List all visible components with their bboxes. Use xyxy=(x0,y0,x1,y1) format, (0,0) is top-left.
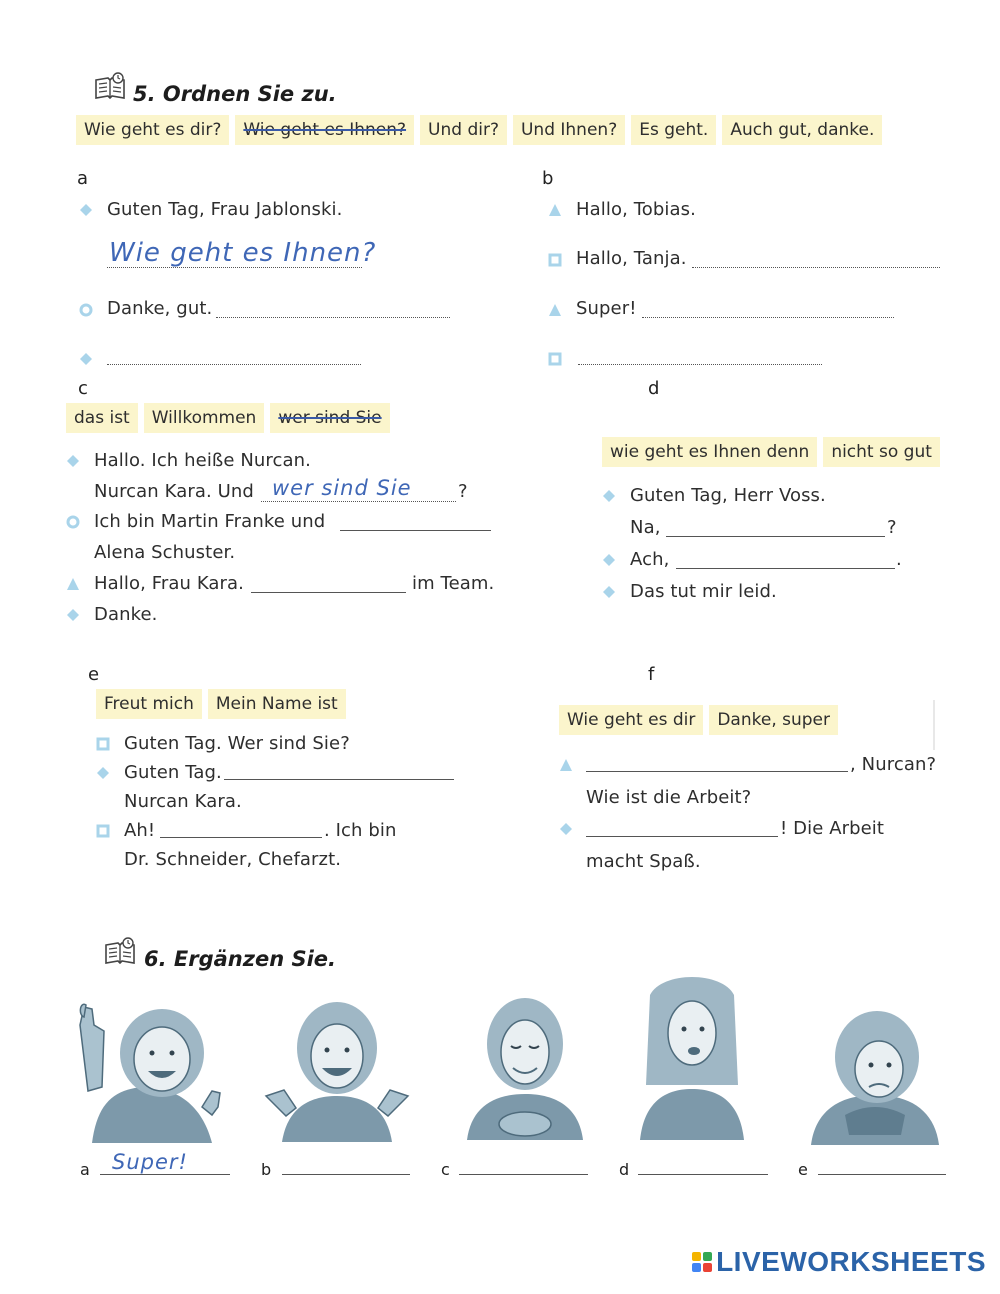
woman-content-eyes-closed-illustration xyxy=(455,990,595,1140)
diamond-speaker-icon xyxy=(602,553,616,567)
answer-label-e: e xyxy=(798,1160,808,1179)
word-bank-c xyxy=(66,403,390,433)
word-chip: Willkommen xyxy=(144,403,265,433)
diamond-speaker-icon xyxy=(559,822,573,836)
dialog-line: , Nurcan? xyxy=(850,754,937,775)
answer-blank[interactable] xyxy=(642,296,894,318)
dialog-line: Ach, xyxy=(630,549,670,570)
diamond-speaker-icon xyxy=(602,585,616,599)
liveworksheets-logo-icon xyxy=(692,1252,712,1272)
answer-blank-c[interactable] xyxy=(459,1153,588,1175)
dialog-line: Ich bin Martin Franke und xyxy=(94,511,326,532)
triangle-speaker-icon xyxy=(559,758,573,772)
dialog-line: Alena Schuster. xyxy=(94,542,236,563)
dialog-line: Guten Tag, Herr Voss. xyxy=(630,485,826,506)
dialog-line: Nurcan Kara. xyxy=(124,791,242,812)
word-chip-used: Wie geht es Ihnen? xyxy=(235,115,414,145)
exercise-6-heading: 6. Ergänzen Sie. xyxy=(144,947,337,971)
dialog-line: Hallo. Ich heiße Nurcan. xyxy=(94,450,311,471)
dialog-line: Hallo, Tanja. xyxy=(576,248,687,269)
answer-blank[interactable] xyxy=(224,758,454,780)
answer-label-a: a xyxy=(80,1160,90,1179)
word-chip: Danke, super xyxy=(709,705,838,735)
square-speaker-icon xyxy=(96,824,110,838)
word-bank-e xyxy=(96,689,346,719)
section-label-a: a xyxy=(77,168,89,189)
dialog-line: ! Die Arbeit xyxy=(780,818,885,839)
diamond-speaker-icon xyxy=(96,766,110,780)
dialog-line: Ah! xyxy=(124,820,156,841)
diamond-speaker-icon xyxy=(66,454,80,468)
word-chip: nicht so gut xyxy=(823,437,940,467)
answer-label-b: b xyxy=(261,1160,272,1179)
triangle-speaker-icon xyxy=(548,203,562,217)
word-chip: Wie geht es dir? xyxy=(76,115,229,145)
answer-blank[interactable] xyxy=(578,343,822,365)
answer-blank-e[interactable] xyxy=(818,1153,946,1175)
dialog-line: Hallo, Tobias. xyxy=(576,199,696,220)
answer-blank-d[interactable] xyxy=(638,1153,768,1175)
diamond-speaker-icon xyxy=(79,203,93,217)
square-speaker-icon xyxy=(548,253,562,267)
dialog-line: macht Spaß. xyxy=(586,851,701,872)
answer-blank[interactable] xyxy=(586,815,778,837)
word-chip: das ist xyxy=(66,403,138,433)
triangle-speaker-icon xyxy=(548,303,562,317)
word-chip: Wie geht es dir xyxy=(559,705,703,735)
handwritten-answer: wer sind Sie xyxy=(272,476,412,500)
word-bank-f xyxy=(559,705,838,735)
section-label-f: f xyxy=(648,664,655,685)
answer-blank[interactable] xyxy=(160,816,322,838)
diamond-speaker-icon xyxy=(602,489,616,503)
dialog-line: Danke. xyxy=(94,604,158,625)
answer-label-c: c xyxy=(441,1160,450,1179)
dialog-line: Wie ist die Arbeit? xyxy=(586,787,752,808)
answer-blank[interactable] xyxy=(216,296,450,318)
woman-neutral-illustration xyxy=(632,975,752,1140)
answer-blank[interactable] xyxy=(692,246,940,268)
woman-sad-illustration xyxy=(805,995,945,1145)
word-chip: Und Ihnen? xyxy=(513,115,625,145)
answer-blank[interactable] xyxy=(666,515,885,537)
dialog-punct: ? xyxy=(458,481,468,502)
word-bank-5 xyxy=(76,115,882,145)
handwritten-answer: Wie geht es Ihnen? xyxy=(109,238,377,268)
answer-blank[interactable] xyxy=(586,750,848,772)
diamond-speaker-icon xyxy=(79,352,93,366)
word-chip: Mein Name ist xyxy=(208,689,346,719)
dialog-punct: . xyxy=(896,549,902,570)
dialog-line: Dr. Schneider, Chefarzt. xyxy=(124,849,342,870)
woman-thumbs-up-illustration xyxy=(62,995,232,1143)
word-chip: Freut mich xyxy=(96,689,202,719)
book-audio-icon xyxy=(94,72,126,100)
square-speaker-icon xyxy=(96,737,110,751)
word-chip: wie geht es Ihnen denn xyxy=(602,437,817,467)
section-label-e: e xyxy=(88,664,100,685)
word-bank-d xyxy=(602,437,940,467)
dialog-line: Danke, gut. xyxy=(107,298,213,319)
word-chip: Es geht. xyxy=(631,115,716,145)
dialog-line: . Ich bin xyxy=(324,820,397,841)
margin-divider xyxy=(933,700,935,750)
dialog-line: im Team. xyxy=(412,573,495,594)
book-audio-icon xyxy=(104,937,136,965)
triangle-speaker-icon xyxy=(66,577,80,591)
section-label-c: c xyxy=(78,378,88,399)
word-chip: Auch gut, danke. xyxy=(722,115,882,145)
word-chip-used: wer sind Sie xyxy=(270,403,389,433)
section-label-d: d xyxy=(648,378,660,399)
answer-blank[interactable] xyxy=(107,343,361,365)
dialog-line: Nurcan Kara. Und xyxy=(94,481,254,502)
answer-blank[interactable] xyxy=(340,509,491,531)
answer-blank[interactable] xyxy=(251,571,406,593)
exercise-5-heading: 5. Ordnen Sie zu. xyxy=(133,82,337,106)
word-chip: Und dir? xyxy=(420,115,507,145)
dialog-punct: ? xyxy=(887,517,897,538)
dialog-line: Das tut mir leid. xyxy=(630,581,777,602)
section-label-b: b xyxy=(542,168,554,189)
dialog-line: Hallo, Frau Kara. xyxy=(94,573,244,594)
circle-speaker-icon xyxy=(79,303,93,317)
diamond-speaker-icon xyxy=(66,608,80,622)
answer-blank-b[interactable] xyxy=(282,1153,410,1175)
dialog-line: Super! xyxy=(576,298,637,319)
dialog-line: Guten Tag. xyxy=(124,762,222,783)
dialog-line: Na, xyxy=(630,517,661,538)
dialog-line: Guten Tag. Wer sind Sie? xyxy=(124,733,350,754)
square-speaker-icon xyxy=(548,352,562,366)
answer-label-d: d xyxy=(619,1160,630,1179)
circle-speaker-icon xyxy=(66,515,80,529)
dialog-line: Guten Tag, Frau Jablonski. xyxy=(107,199,343,220)
answer-blank[interactable] xyxy=(676,547,895,569)
brand-name: LIVEWORKSHEETS xyxy=(716,1246,986,1277)
handwritten-answer: Super! xyxy=(112,1150,188,1174)
liveworksheets-brand xyxy=(692,1246,986,1278)
woman-happy-shrug-illustration xyxy=(262,992,412,1142)
